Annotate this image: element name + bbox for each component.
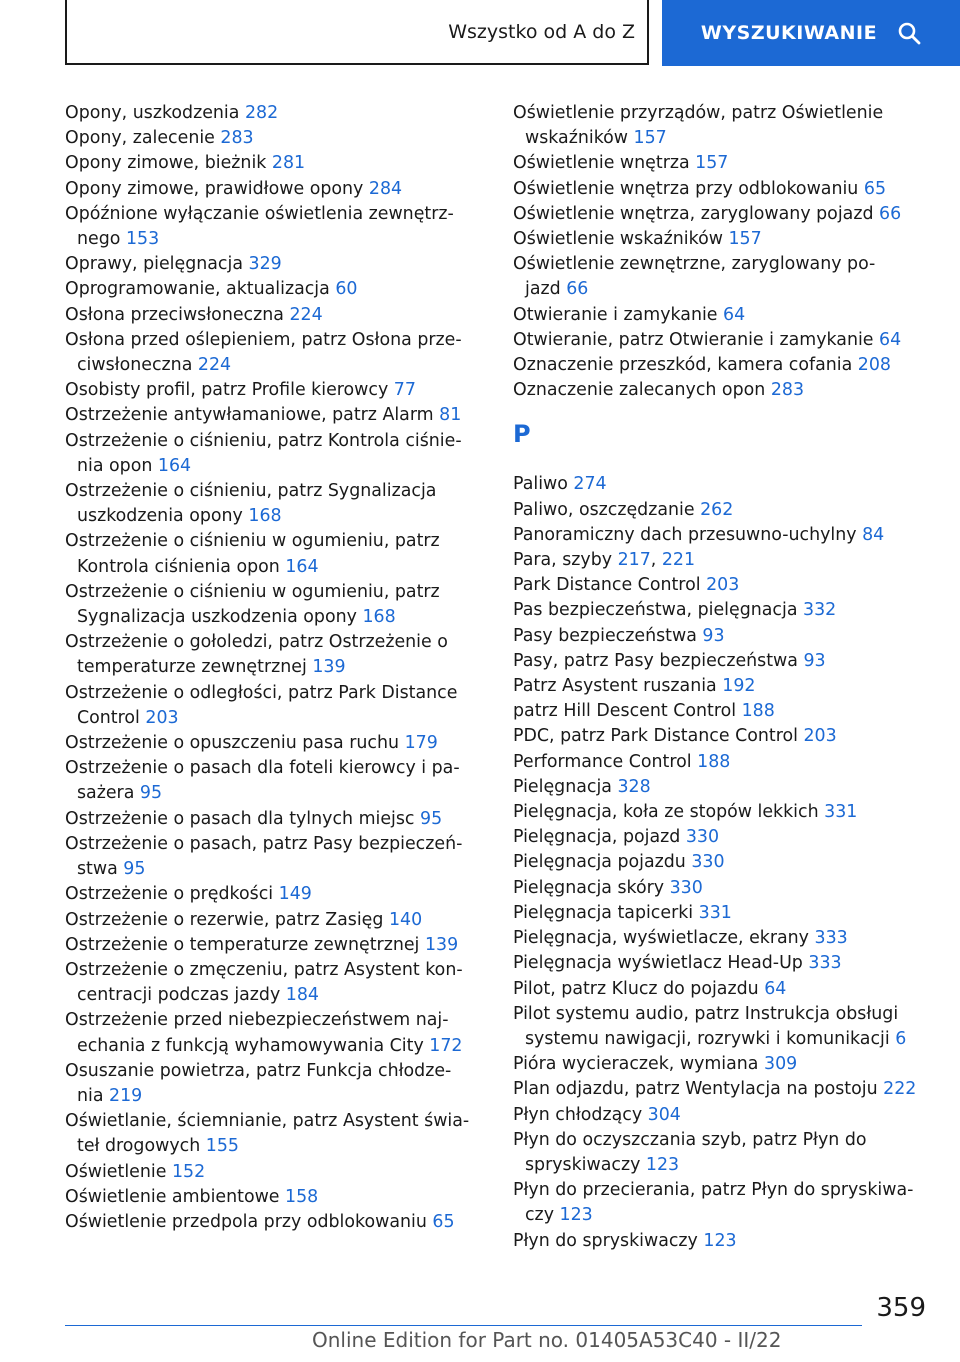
entry-term-continuation: nego 153 [77,229,160,250]
entry-term: Park Distance Control 203 [513,575,740,596]
section-title: Wszystko od A do Z [448,20,635,43]
entry-term: Paliwo 274 [513,474,607,495]
index-entry [513,328,933,353]
index-entry [65,1008,480,1058]
entry-term: Ostrzeżenie o ciśnieniu w ogumieniu, patrz [65,531,440,552]
entry-term-continuation: teł drogowych 155 [77,1136,239,1157]
index-entry [513,202,933,227]
page-link[interactable]: 283 [220,128,254,149]
entry-term: Plan odjazdu, patrz Wentylacja na postoju 222 [513,1079,917,1100]
page-link[interactable]: 188 [697,751,731,772]
index-entry [513,649,933,674]
index-entry [65,277,480,302]
entry-term: Oznaczenie zalecanych opon 283 [513,380,805,401]
index-entry [513,901,933,926]
index-entry [513,951,933,976]
page-link[interactable]: 66 [879,203,902,224]
index-entry [65,933,480,958]
entry-term: Otwieranie i zamykanie 64 [513,304,746,325]
index-entry [513,825,933,850]
index-column-right [513,101,933,1254]
page-link[interactable]: 95 [139,783,163,804]
index-entry [513,151,933,176]
index-entry [65,1109,480,1159]
footer-divider [65,1325,862,1326]
entry-term-continuation: temperaturze zewnętrznej 139 [77,657,346,678]
entry-term: Opony, zalecenie 283 [65,128,254,149]
page-link[interactable]: 95 [123,859,146,880]
page-link[interactable]: 164 [157,455,192,476]
section-tab[interactable] [65,0,649,65]
entry-term: Patrz Asystent ruszania 192 [513,676,756,697]
page-link[interactable]: 84 [862,524,885,545]
entry-term: Ostrzeżenie o ciśnieniu w ogumieniu, patrz [65,581,440,602]
entry-term-continuation: Kontrola ciśnienia opon 164 [77,556,319,577]
entry-term: Oświetlenie zewnętrzne, zaryglowany po- [513,254,876,275]
index-entry [513,378,933,403]
index-group-p [513,472,933,1253]
index-entry [65,832,480,882]
search-button[interactable] [662,0,960,66]
index-entry [65,429,480,479]
page-link[interactable]: 164 [285,556,319,577]
index-entry [513,775,933,800]
entry-term: Pilot, patrz Klucz do pojazdu 64 [513,978,787,999]
entry-term: PDC, patrz Park Distance Control 203 [513,726,837,747]
page-link[interactable]: 330 [685,827,720,848]
page-link[interactable]: 284 [368,178,403,199]
index-entry [65,151,480,176]
index-entry [65,882,480,907]
index-entry [65,1210,480,1235]
entry-term: Pielęgnacja, pojazd 330 [513,827,720,848]
page-link[interactable]: 65 [863,178,887,199]
entry-term: Otwieranie, patrz Otwieranie i zamykanie 64 [513,329,902,350]
page-link[interactable]: 262 [700,499,734,520]
index-entry [65,529,480,579]
index-entry [513,472,933,497]
page-link[interactable]: 168 [362,607,396,628]
entry-term: Oświetlenie wskaźników 157 [513,229,762,250]
page-link[interactable]: 172 [429,1035,463,1056]
header [0,0,960,66]
index-entry [65,1185,480,1210]
entry-term: Osuszanie powietrza, patrz Funkcja chłodze- [65,1060,452,1081]
index-entry [513,1229,933,1254]
entry-term-continuation: jazd 66 [525,279,589,300]
index-entry [513,1178,933,1228]
page-link[interactable]: 93 [803,650,826,671]
page-link[interactable]: 157 [728,229,762,250]
index-entry [65,731,480,756]
page-link[interactable]: 330 [669,877,703,898]
entry-term: Opony zimowe, prawidłowe opony 284 [65,178,403,199]
page-link[interactable]: 123 [645,1154,680,1175]
index-entry [513,498,933,523]
page-link[interactable]: 93 [702,625,725,646]
entry-term: Pielęgnacja, koła ze stopów lekkich 331 [513,802,858,823]
page-link[interactable]: 222 [883,1079,917,1100]
page-link[interactable]: 65 [432,1211,455,1232]
page-link[interactable]: 217 [617,550,651,571]
page-link[interactable]: 139 [424,934,459,955]
entry-term: Opony, uszkodzenia 282 [65,103,279,123]
entry-term: Oprawy, pielęgnacja 329 [65,254,282,275]
page-link[interactable]: 282 [244,103,279,123]
page-link[interactable]: 331 [698,902,732,923]
page-link[interactable]: 139 [312,657,346,678]
footer-text: Online Edition for Part no. 01405A53C40 - II/22 [312,1328,782,1352]
entry-term: Oświetlenie 152 [65,1161,206,1182]
entry-term-continuation: spryskiwaczy 123 [525,1154,680,1175]
entry-term: Ostrzeżenie przed niebezpieczeństwem naj- [65,1010,449,1031]
index-entry [513,573,933,598]
entry-term-continuation: sażera 95 [77,783,163,804]
entry-term: Oświetlenie wnętrza przy odblokowaniu 65 [513,178,887,199]
entry-term: Osłona przed oślepieniem, patrz Osłona prze- [65,329,462,350]
page-link[interactable]: 283 [770,380,805,401]
index-entry [65,908,480,933]
page-link[interactable]: 81 [439,405,462,426]
entry-term: Osobisty profil, patrz Profile kierowcy 77 [65,380,416,401]
page-link[interactable]: 203 [803,726,837,747]
page-link[interactable]: 333 [808,953,842,974]
entry-term-continuation: Sygnalizacja uszkodzenia opony 168 [77,607,396,628]
entry-term: Pielęgnacja tapicerki 331 [513,902,732,923]
index-column-left [65,101,480,1235]
entry-term: Ostrzeżenie o odległości, patrz Park Distance [65,682,458,703]
page-link[interactable]: 157 [695,153,729,174]
index-entry [65,328,480,378]
search-label: WYSZUKIWANIE [700,22,878,44]
entry-term: Ostrzeżenie o zmęczeniu, patrz Asystent kon- [65,959,463,980]
entry-term: Oświetlenie przedpola przy odblokowaniu 65 [65,1211,455,1232]
index-entry [513,624,933,649]
page-link[interactable]: 274 [573,474,607,495]
index-entry [65,1160,480,1185]
entry-term: Płyn do przecierania, patrz Płyn do spryskiwa- [513,1180,914,1201]
entry-term: Ostrzeżenie o gołoledzi, patrz Ostrzeżenie o [65,632,448,653]
entry-term: Pielęgnacja, wyświetlacze, ekrany 333 [513,928,848,949]
page-link[interactable]: 184 [285,985,319,1006]
page-link[interactable]: 331 [824,802,858,823]
index-entry [65,630,480,680]
index-entry [513,699,933,724]
entry-term-continuation: stwa 95 [77,859,146,880]
index-entry [513,1002,933,1052]
index-entry [513,850,933,875]
index-entry [513,523,933,548]
index-entry [65,580,480,630]
index-entry [513,598,933,623]
page-link[interactable]: 188 [741,701,775,722]
entry-term: Pielęgnacja 328 [513,776,651,797]
entry-term-continuation: uszkodzenia opony 168 [77,506,282,527]
page-link[interactable]: 152 [171,1161,206,1182]
entry-term: Ostrzeżenie o prędkości 149 [65,884,312,905]
page-link[interactable]: 208 [857,355,891,376]
page-link[interactable]: 309 [764,1054,798,1075]
page-link[interactable]: 157 [633,128,667,149]
index-entry [513,876,933,901]
entry-term: Pas bezpieczeństwa, pielęgnacja 332 [513,600,837,621]
entry-term: Ostrzeżenie o temperaturze zewnętrznej 139 [65,934,459,955]
index-entry [65,101,480,126]
entry-term-continuation: Control 203 [77,707,179,728]
entry-term: Opony zimowe, bieżnik 281 [65,153,306,174]
page-link[interactable]: 64 [764,978,787,999]
page-link[interactable]: 149 [278,884,312,905]
page-number: 359 [876,1293,926,1323]
entry-term: Panoramiczny dach przesuwno-uchylny 84 [513,524,885,545]
entry-term-continuation: wskaźników 157 [525,128,667,149]
entry-term: Pasy, patrz Pasy bezpieczeństwa 93 [513,650,826,671]
entry-term: Oznaczenie przeszkód, kamera cofania 208 [513,355,891,376]
index-entry [65,403,480,428]
index-entry [513,303,933,328]
page-link[interactable]: 330 [691,852,725,873]
index-entry [513,252,933,302]
entry-term-continuation: nia 219 [77,1085,143,1106]
page-link[interactable]: 123 [703,1230,737,1251]
entry-term: Para, szyby 217, 221 [513,550,696,571]
page-link[interactable]: 304 [647,1104,681,1125]
entry-term: Paliwo, oszczędzanie 262 [513,499,734,520]
page-link[interactable]: 155 [205,1136,239,1157]
entry-term: Oświetlenie wnętrza, zaryglowany pojazd 66 [513,203,902,224]
index-entry [513,1103,933,1128]
index-entry [65,1059,480,1109]
page-link[interactable]: 123 [559,1205,593,1226]
index-entry [513,177,933,202]
index-entry [65,252,480,277]
page-link[interactable]: 224 [289,304,323,325]
index-entry [65,958,480,1008]
entry-term: Ostrzeżenie o rezerwie, patrz Zasięg 140 [65,909,423,930]
page-link[interactable]: 329 [248,254,282,275]
index-entry [513,227,933,252]
page-link[interactable]: 95 [420,808,443,829]
index-entry [513,548,933,573]
page-link[interactable]: 332 [803,600,837,621]
entry-term: Oświetlenie ambientowe 158 [65,1186,319,1207]
entry-term: Pielęgnacja wyświetlacz Head-Up 333 [513,953,842,974]
index-entry [513,800,933,825]
entry-term: Oświetlenie wnętrza 157 [513,153,729,174]
page-link[interactable]: 66 [566,279,589,300]
index-entry [513,750,933,775]
page-link[interactable]: 168 [248,506,282,527]
page-link[interactable]: 6 [895,1028,907,1049]
entry-term: Pielęgnacja skóry 330 [513,877,703,898]
entry-term: Performance Control 188 [513,751,731,772]
entry-term: Ostrzeżenie o ciśnieniu, patrz Sygnalizacja [65,481,437,502]
page-link[interactable]: 77 [393,380,416,401]
index-entry [65,303,480,328]
page-link[interactable]: 224 [197,355,232,376]
page-link[interactable]: 140 [388,909,423,930]
page-link[interactable]: 221 [661,550,696,571]
index-group-o [513,101,933,403]
index-entry [65,378,480,403]
page-link[interactable]: 203 [706,575,740,596]
page-link[interactable]: 281 [271,153,306,174]
page-link[interactable]: 192 [722,676,756,697]
index-entry [65,177,480,202]
entry-term-continuation: czy 123 [525,1205,593,1226]
page-link[interactable]: 64 [879,329,902,350]
index-entry [513,1052,933,1077]
entry-term: Ostrzeżenie o ciśnieniu, patrz Kontrola ciśnie- [65,430,462,451]
entry-term: Oświetlenie przyrządów, patrz Oświetlenie [513,103,884,123]
index-entry [65,681,480,731]
entry-term: Opóźnione wyłączanie oświetlenia zewnętrz- [65,203,454,224]
entry-term-continuation: echania z funkcją wyhamowywania City 172 [77,1035,463,1056]
index-entry [65,479,480,529]
entry-term-continuation: centracji podczas jazdy 184 [77,985,319,1006]
page-link[interactable]: 219 [109,1085,143,1106]
index-entry [65,807,480,832]
entry-term-continuation: systemu nawigacji, rozrywki i komunikacji 6 [525,1028,907,1049]
page-link[interactable]: 203 [145,707,179,728]
entry-term: Ostrzeżenie o pasach, patrz Pasy bezpieczeń- [65,833,463,854]
index-entry [513,353,933,378]
entry-term: Pilot systemu audio, patrz Instrukcja obsługi [513,1003,899,1024]
index-entry [65,202,480,252]
entry-term: Oświetlanie, ściemnianie, patrz Asystent świa- [65,1111,470,1132]
entry-term: Oprogramowanie, aktualizacja 60 [65,279,358,300]
page-link[interactable]: 64 [723,304,746,325]
section-letter: P [513,420,531,449]
page-link[interactable]: 153 [125,229,160,250]
entry-term-continuation: ciwsłoneczna 224 [77,355,232,376]
entry-term: Ostrzeżenie antywłamaniowe, patrz Alarm 81 [65,405,462,426]
entry-term: Płyn do oczyszczania szyb, patrz Płyn do [513,1129,867,1150]
search-icon [897,21,921,45]
entry-term: Ostrzeżenie o opuszczeniu pasa ruchu 179 [65,733,438,754]
entry-term: Płyn do spryskiwaczy 123 [513,1230,737,1251]
index-entry [65,126,480,151]
page-link[interactable]: 158 [285,1186,319,1207]
entry-term: Pielęgnacja pojazdu 330 [513,852,725,873]
index-entry [513,724,933,749]
index-entry [513,926,933,951]
index-entry [513,1077,933,1102]
entry-term: Pasy bezpieczeństwa 93 [513,625,725,646]
index-entry [65,756,480,806]
entry-term-continuation: nia opon 164 [77,455,192,476]
entry-term: Osłona przeciwsłoneczna 224 [65,304,323,325]
index-entry [513,674,933,699]
entry-term: Ostrzeżenie o pasach dla foteli kierowcy i pa- [65,758,460,779]
index-entry [513,1128,933,1178]
page-link[interactable]: 333 [814,928,848,949]
entry-term: patrz Hill Descent Control 188 [513,701,775,722]
index-entry [513,101,933,151]
entry-term: Ostrzeżenie o pasach dla tylnych miejsc 95 [65,808,443,829]
page-link[interactable]: 328 [617,776,651,797]
index-entry [513,977,933,1002]
entry-term: Pióra wycieraczek, wymiana 309 [513,1054,798,1075]
page-link[interactable]: 179 [404,733,438,754]
page-link[interactable]: 60 [335,279,358,300]
entry-term: Płyn chłodzący 304 [513,1104,681,1125]
